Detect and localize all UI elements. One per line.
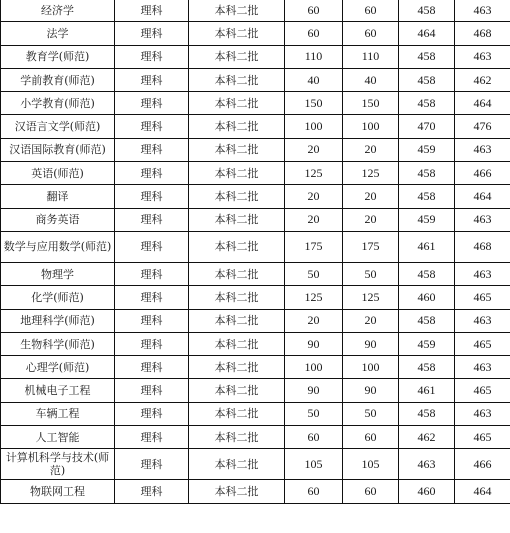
min-score-cell: 458: [399, 185, 455, 208]
batch-cell: 本科二批: [189, 115, 285, 138]
max-score-cell: 465: [455, 332, 510, 355]
min-score-cell: 458: [399, 402, 455, 425]
plan-count-cell: 20: [285, 138, 343, 161]
major-cell: 小学教育(师范): [1, 92, 115, 115]
batch-cell: 本科二批: [189, 379, 285, 402]
min-score-cell: 464: [399, 22, 455, 45]
table-row: [1, 92, 510, 115]
major-cell: 翻译: [1, 185, 115, 208]
major-cell: 心理学(师范): [1, 356, 115, 379]
plan-count-cell: 100: [285, 356, 343, 379]
plan-count-cell: 60: [285, 480, 343, 503]
enrolled-count-cell: 125: [343, 286, 399, 309]
category-cell: 理科: [115, 208, 189, 231]
plan-count-cell: 60: [285, 22, 343, 45]
max-score-cell: 463: [455, 262, 510, 285]
max-score-cell: 463: [455, 138, 510, 161]
major-cell: 商务英语: [1, 208, 115, 231]
batch-cell: 本科二批: [189, 208, 285, 231]
enrolled-count-cell: 100: [343, 115, 399, 138]
enrolled-count-cell: 60: [343, 426, 399, 449]
min-score-cell: 458: [399, 68, 455, 91]
category-cell: 理科: [115, 68, 189, 91]
major-cell: 法学: [1, 22, 115, 45]
plan-count-cell: 90: [285, 379, 343, 402]
batch-cell: 本科二批: [189, 0, 285, 22]
enrolled-count-cell: 20: [343, 208, 399, 231]
table-row: [1, 45, 510, 68]
table-row: [1, 68, 510, 91]
major-cell: 机械电子工程: [1, 379, 115, 402]
batch-cell: 本科二批: [189, 356, 285, 379]
category-cell: 理科: [115, 92, 189, 115]
enrolled-count-cell: 40: [343, 68, 399, 91]
batch-cell: 本科二批: [189, 480, 285, 503]
plan-count-cell: 105: [285, 449, 343, 480]
batch-cell: 本科二批: [189, 449, 285, 480]
table-row: [1, 426, 510, 449]
category-cell: 理科: [115, 231, 189, 262]
category-cell: 理科: [115, 426, 189, 449]
enrolled-count-cell: 60: [343, 0, 399, 22]
min-score-cell: 463: [399, 449, 455, 480]
batch-cell: 本科二批: [189, 162, 285, 185]
table-row: [1, 231, 510, 262]
plan-count-cell: 175: [285, 231, 343, 262]
category-cell: 理科: [115, 332, 189, 355]
major-cell: 物联网工程: [1, 480, 115, 503]
plan-count-cell: 110: [285, 45, 343, 68]
category-cell: 理科: [115, 286, 189, 309]
max-score-cell: 465: [455, 426, 510, 449]
table-row: [1, 480, 510, 503]
table-row: [1, 332, 510, 355]
enrolled-count-cell: 50: [343, 402, 399, 425]
category-cell: 理科: [115, 115, 189, 138]
category-cell: 理科: [115, 402, 189, 425]
batch-cell: 本科二批: [189, 309, 285, 332]
plan-count-cell: 50: [285, 262, 343, 285]
table-row: [1, 286, 510, 309]
major-cell: 汉语国际教育(师范): [1, 138, 115, 161]
batch-cell: 本科二批: [189, 185, 285, 208]
max-score-cell: 465: [455, 286, 510, 309]
max-score-cell: 463: [455, 402, 510, 425]
enrolled-count-cell: 150: [343, 92, 399, 115]
plan-count-cell: 125: [285, 162, 343, 185]
table-row: [1, 22, 510, 45]
table-body: [1, 0, 510, 503]
major-cell: 地理科学(师范): [1, 309, 115, 332]
major-cell: 生物科学(师范): [1, 332, 115, 355]
major-cell: 学前教育(师范): [1, 68, 115, 91]
enrolled-count-cell: 110: [343, 45, 399, 68]
category-cell: 理科: [115, 0, 189, 22]
enrolled-count-cell: 90: [343, 332, 399, 355]
min-score-cell: 459: [399, 332, 455, 355]
max-score-cell: 464: [455, 480, 510, 503]
max-score-cell: 463: [455, 309, 510, 332]
batch-cell: 本科二批: [189, 332, 285, 355]
table-row: [1, 0, 510, 22]
plan-count-cell: 50: [285, 402, 343, 425]
category-cell: 理科: [115, 262, 189, 285]
max-score-cell: 468: [455, 231, 510, 262]
batch-cell: 本科二批: [189, 92, 285, 115]
plan-count-cell: 60: [285, 426, 343, 449]
min-score-cell: 458: [399, 262, 455, 285]
min-score-cell: 458: [399, 356, 455, 379]
plan-count-cell: 100: [285, 115, 343, 138]
enrolled-count-cell: 60: [343, 22, 399, 45]
min-score-cell: 460: [399, 480, 455, 503]
table-row: [1, 356, 510, 379]
batch-cell: 本科二批: [189, 22, 285, 45]
major-cell: 英语(师范): [1, 162, 115, 185]
enrolled-count-cell: 90: [343, 379, 399, 402]
category-cell: 理科: [115, 449, 189, 480]
table-row: [1, 138, 510, 161]
table-row: [1, 309, 510, 332]
category-cell: 理科: [115, 138, 189, 161]
plan-count-cell: 60: [285, 0, 343, 22]
batch-cell: 本科二批: [189, 402, 285, 425]
min-score-cell: 470: [399, 115, 455, 138]
major-cell: 化学(师范): [1, 286, 115, 309]
batch-cell: 本科二批: [189, 231, 285, 262]
category-cell: 理科: [115, 309, 189, 332]
major-cell: 经济学: [1, 0, 115, 22]
enrolled-count-cell: 50: [343, 262, 399, 285]
enrolled-count-cell: 20: [343, 185, 399, 208]
major-cell: 物理学: [1, 262, 115, 285]
enrolled-count-cell: 175: [343, 231, 399, 262]
enrolled-count-cell: 100: [343, 356, 399, 379]
enrolled-count-cell: 20: [343, 309, 399, 332]
table-row: [1, 262, 510, 285]
max-score-cell: 463: [455, 45, 510, 68]
table-row: [1, 208, 510, 231]
category-cell: 理科: [115, 45, 189, 68]
min-score-cell: 461: [399, 231, 455, 262]
batch-cell: 本科二批: [189, 286, 285, 309]
min-score-cell: 458: [399, 309, 455, 332]
major-cell: 教育学(师范): [1, 45, 115, 68]
category-cell: 理科: [115, 356, 189, 379]
plan-count-cell: 125: [285, 286, 343, 309]
table-row: [1, 185, 510, 208]
major-cell: 数学与应用数学(师范): [1, 231, 115, 262]
category-cell: 理科: [115, 480, 189, 503]
max-score-cell: 468: [455, 22, 510, 45]
major-cell: 车辆工程: [1, 402, 115, 425]
max-score-cell: 466: [455, 162, 510, 185]
min-score-cell: 458: [399, 162, 455, 185]
enrolled-count-cell: 60: [343, 480, 399, 503]
max-score-cell: 463: [455, 356, 510, 379]
batch-cell: 本科二批: [189, 262, 285, 285]
min-score-cell: 461: [399, 379, 455, 402]
category-cell: 理科: [115, 162, 189, 185]
min-score-cell: 458: [399, 0, 455, 22]
category-cell: 理科: [115, 379, 189, 402]
min-score-cell: 459: [399, 138, 455, 161]
table-row: [1, 449, 510, 480]
plan-count-cell: 150: [285, 92, 343, 115]
max-score-cell: 462: [455, 68, 510, 91]
table-row: [1, 162, 510, 185]
category-cell: 理科: [115, 22, 189, 45]
enrolled-count-cell: 105: [343, 449, 399, 480]
plan-count-cell: 90: [285, 332, 343, 355]
table-row: [1, 379, 510, 402]
min-score-cell: 458: [399, 92, 455, 115]
table-row: [1, 402, 510, 425]
max-score-cell: 466: [455, 449, 510, 480]
enrolled-count-cell: 125: [343, 162, 399, 185]
major-cell: 计算机科学与技术(师范): [1, 449, 115, 480]
min-score-cell: 460: [399, 286, 455, 309]
max-score-cell: 463: [455, 208, 510, 231]
plan-count-cell: 20: [285, 208, 343, 231]
plan-count-cell: 20: [285, 309, 343, 332]
enrolled-count-cell: 20: [343, 138, 399, 161]
min-score-cell: 459: [399, 208, 455, 231]
max-score-cell: 465: [455, 379, 510, 402]
plan-count-cell: 20: [285, 185, 343, 208]
batch-cell: 本科二批: [189, 138, 285, 161]
table-row: [1, 115, 510, 138]
batch-cell: 本科二批: [189, 68, 285, 91]
max-score-cell: 476: [455, 115, 510, 138]
batch-cell: 本科二批: [189, 426, 285, 449]
major-cell: 人工智能: [1, 426, 115, 449]
max-score-cell: 464: [455, 92, 510, 115]
plan-count-cell: 40: [285, 68, 343, 91]
batch-cell: 本科二批: [189, 45, 285, 68]
major-cell: 汉语言文学(师范): [1, 115, 115, 138]
min-score-cell: 462: [399, 426, 455, 449]
category-cell: 理科: [115, 185, 189, 208]
max-score-cell: 464: [455, 185, 510, 208]
min-score-cell: 458: [399, 45, 455, 68]
max-score-cell: 463: [455, 0, 510, 22]
